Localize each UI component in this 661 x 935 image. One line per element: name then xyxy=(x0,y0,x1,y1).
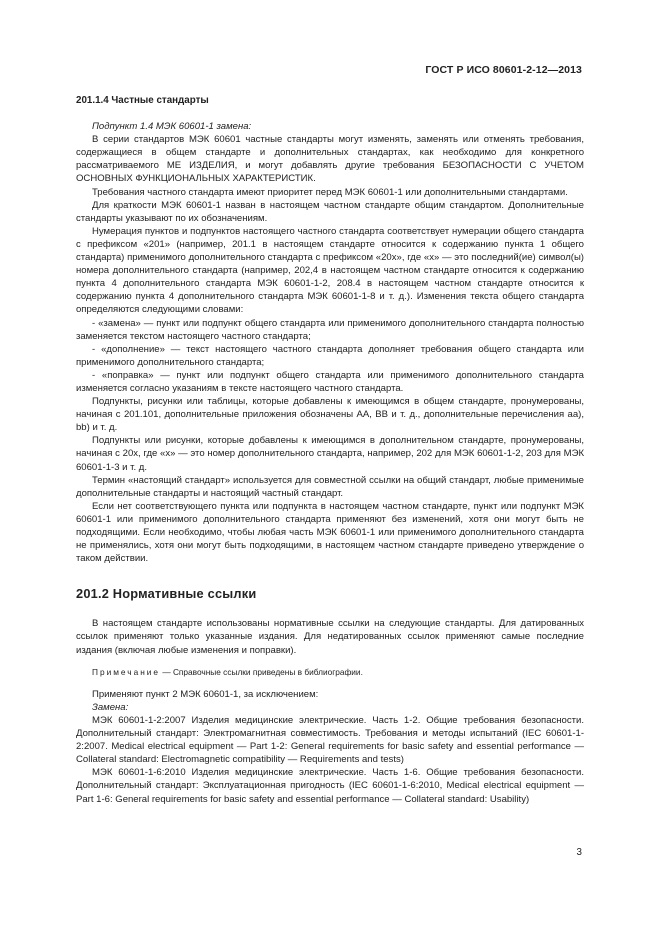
page-content xyxy=(76,94,584,806)
paragraph: В серии стандартов МЭК 60601 частные стандарты могут изменять, заменять или отменять требования, содержащиеся в общем стандарте и дополнительных стандартах, как необходимо для конкретного рассматриваемого МЕ ИЗДЕЛИЯ, и могут добавлять другие требования БЕЗОПАСНОСТИ С УЧЕТОМ ОСНОВНЫХ ФУНКЦИОНАЛЬНЫХ ХАРАКТЕРИСТИК. xyxy=(76,134,584,185)
paragraph: Если нет соответствующего пункта или подпункта в настоящем частном стандарте, пункт или подпункт МЭК 60601-1 или применимого дополнительного стандарта применяют без изменений, хотя они могут быть не подходящими. Если необходимо, чтобы любая часть МЭК 60601-1 или применимого дополнительного стандарта не применялись, хотя они могут быть подходящими, в настоящем частном стандарте приведено утверждение о таком действии. xyxy=(76,500,584,565)
note-label: Примечание xyxy=(92,666,161,677)
note-text: — Справочные ссылки приведены в библиографии. xyxy=(160,666,363,677)
page-number: 3 xyxy=(576,847,582,858)
list-item-addition: - «дополнение» — текст настоящего частного стандарта дополняет требования общего стандарта или применимого дополнительного стандарта; xyxy=(76,343,584,368)
paragraph: Нумерация пунктов и подпунктов настоящего частного стандарта соответствует нумерации общего стандарта с префиксом «201» (например, 201.1 в настоящем стандарте относится к содержанию пункта 1 общего стандарта) применимого дополнительного стандарта с префиксом «20х», где «х» — это последний(ие) символ(ы) номера дополнительного стандарта (например, 202,4 в настоящем частном стандарте относится к содержанию пункта 4 дополнительного стандарта МЭК 60601-1-2, 208.4 в настоящем частном стандарте относится к содержанию пункта 4 дополнительного стандарта МЭК 60601-1-8 и т. д.). Изменения текста общего стандарта определяются следующими словами: xyxy=(76,225,584,316)
paragraph: Подпункты, рисунки или таблицы, которые добавлены к имеющимся в общем стандарте, пронумерованы, начиная с 201.101, дополнительные приложения обозначены АА, ВВ и т. д., дополнительные перечисления аа), bb) и т. д. xyxy=(76,396,584,434)
paragraph: Для краткости МЭК 60601-1 назван в настоящем частном стандарте общим стандартом. Дополнительные стандарты указывают по их обозначениям. xyxy=(76,199,584,224)
paragraph: Подпункты или рисунки, которые добавлены к имеющимся в дополнительном стандарте, пронумерованы, начиная с 20х, где «х» — это номер дополнительного стандарта, например, 202 для МЭК 60601-1-2, 203 для МЭК 60601-1-3 и т. д. xyxy=(76,435,584,473)
replace-label: Замена: xyxy=(92,701,129,713)
reference-entry: МЭК 60601-1-6:2010 Изделия медицинские электрические. Часть 1-6. Общие требования безопасности. Дополнительный стандарт: Эксплуатационная пригодность (IEC 60601-1-6:2010, Medical electrical equipment — Part 1-6: General requirements for basic safety and essential performance — Collateral standard: Usability) xyxy=(76,767,584,805)
references-intro: В настоящем стандарте использованы нормативные ссылки на следующие стандарты. Для датированных ссылок применяют только указанные издания. Для недатированных ссылок применяют самые последние издания (включая любые изменения и поправки). xyxy=(76,618,584,656)
standard-code-header: ГОСТ Р ИСО 80601-2-12—2013 xyxy=(425,64,582,76)
section-title-201-2: 201.2 Нормативные ссылки xyxy=(76,586,257,602)
paragraph: Требования частного стандарта имеют приоритет перед МЭК 60601-1 или дополнительными стандартами. xyxy=(92,186,568,198)
sub-note: Подпункт 1.4 МЭК 60601-1 замена: xyxy=(92,121,252,133)
list-item-amendment: - «поправка» — пункт или подпункт общего стандарта или применимого дополнительного стандарта изменяется согласно указаниям в тексте настоящего частного стандарта. xyxy=(76,369,584,394)
note xyxy=(76,666,584,679)
section-title-201-1-4: 201.1.4 Частные стандарты xyxy=(76,95,209,106)
list-item-replacement: - «замена» — пункт или подпункт общего стандарта или применимого дополнительного стандарта полностью заменяется текстом настоящего частного стандарта; xyxy=(76,317,584,342)
apply-statement: Применяют пункт 2 МЭК 60601-1, за исключением: xyxy=(92,688,319,700)
paragraph: Термин «настоящий стандарт» используется для совместной ссылки на общий стандарт, любые применимые дополнительные стандарты и настоящий частный стандарт. xyxy=(76,474,584,499)
reference-entry: МЭК 60601-1-2:2007 Изделия медицинские электрические. Часть 1-2. Общие требования безопасности. Дополнительный стандарт: Электромагнитная совместимость. Требования и методы испытаний (IEC 60601-1-2:2007. Medical electrical equipment — Part 1-2: General requirements for basic safety and essential performance — Collateral standard: Electromagnetic compatibility — Requirements and tests) xyxy=(76,714,584,766)
